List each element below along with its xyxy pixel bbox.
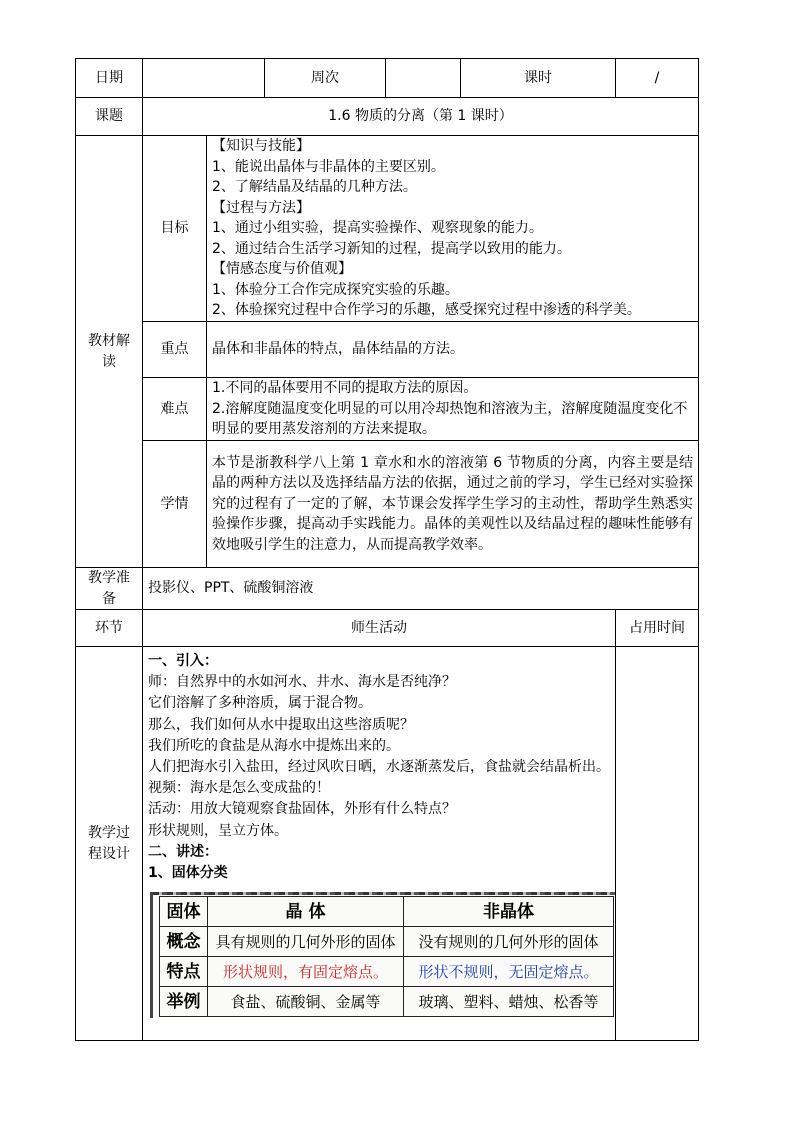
section-heading: 一、引入： (148, 653, 218, 669)
design-line: 它们溶解了多种溶质，属于混合物。 (148, 695, 372, 712)
material-label: 教材解读 (76, 136, 143, 568)
noncrystal-examples: 玻璃、塑料、蜡烛、松香等 (404, 987, 614, 1017)
crystal-concept: 具有规则的几何外形的固体 (208, 927, 404, 957)
design-line: 那么，我们如何从水中提取出这些溶质呢？ (148, 716, 414, 733)
classification-row (160, 957, 614, 987)
situation-row (76, 441, 699, 568)
topic-value: 1.6 物质的分离（第 1 课时） (143, 98, 699, 136)
week-value[interactable] (386, 59, 461, 98)
design-label: 教学过程设计 (76, 647, 143, 1041)
feature-label: 特点 (160, 957, 208, 987)
noncrystal-concept: 没有规则的几何外形的固体 (404, 927, 614, 957)
design-line: 活动：用放大镜观察食盐固体，外形有什么特点？ (148, 801, 456, 818)
crystal-header: 晶 体 (208, 897, 404, 927)
goal-label: 目标 (143, 136, 207, 322)
column-header-row (76, 610, 699, 647)
date-label: 日期 (76, 59, 143, 98)
goal-line: 1、体验分工合作完成探究实验的乐趣。 (212, 281, 459, 298)
noncrystal-feature: 形状不规则，无固定熔点。 (404, 957, 614, 987)
key-point-value: 晶体和非晶体的特点，晶体结晶的方法。 (207, 322, 699, 378)
key-point-row (76, 322, 699, 378)
classification-table (159, 896, 614, 1017)
scan-edge (153, 892, 615, 895)
week-label: 周次 (265, 59, 386, 98)
section-heading: 二、讲述： (148, 843, 218, 860)
time-cell[interactable] (616, 647, 699, 1041)
noncrystal-header: 非晶体 (404, 897, 614, 927)
prep-value: 投影仪、PPT、硫酸铜溶液 (143, 568, 699, 610)
situation-label: 学情 (143, 441, 207, 568)
difficulty-line: 1.不同的晶体要用不同的提取方法的原因。 (212, 380, 478, 397)
prep-label: 教学准备 (76, 568, 143, 610)
crystal-examples: 食盐、硫酸铜、金属等 (208, 987, 404, 1017)
period-value: / (616, 59, 699, 98)
difficulty-row (76, 378, 699, 441)
subsection-heading: 1、固体分类 (148, 865, 228, 882)
lesson-plan-table (75, 58, 699, 1041)
goal-row (76, 136, 699, 322)
goal-line: 2、通过结合生活学习新知的过程，提高学以致用的能力。 (212, 240, 571, 257)
classification-row (160, 987, 614, 1017)
difficulty-content (207, 378, 699, 441)
classification-image (150, 892, 615, 1018)
goal-line: 【情感态度与价值观】 (212, 261, 352, 278)
key-point-label: 重点 (143, 322, 207, 378)
time-header: 占用时间 (616, 610, 699, 647)
design-line: 形状规则，呈立方体。 (148, 822, 288, 839)
situation-value: 本节是浙教科学八上第 1 章水和水的溶液第 6 节物质的分离，内容主要是结晶的两种方法以及选择结晶方法的依据，通过之前的学习，学生已经对实验探究的过程有了一定的了解，本节课会发挥学生学习的主动性，帮助学生熟悉实验操作步骤，提高动手实践能力。晶体的美观性以及结晶过程的趣味性能够有效地吸引学生的注意力，从而提高教学效率。 (207, 441, 699, 568)
goal-content (207, 136, 699, 322)
example-label: 举例 (160, 987, 208, 1017)
design-row (76, 647, 699, 1041)
goal-line: 【知识与技能】 (212, 138, 310, 155)
goal-line: 2、了解结晶及结晶的几种方法。 (212, 179, 417, 196)
activity-header: 师生活动 (143, 610, 616, 647)
difficulty-label: 难点 (143, 378, 207, 441)
goal-line: 2、体验探究过程中合作学习的乐趣，感受探究过程中渗透的科学美。 (212, 302, 641, 319)
design-line: 师：自然界中的水如河水、井水、海水是否纯净？ (148, 674, 456, 691)
goal-line: 1、通过小组实验，提高实验操作、观察现象的能力。 (212, 220, 543, 237)
classification-header-row (160, 897, 614, 927)
classification-row (160, 927, 614, 957)
design-line: 视频：海水是怎么变成盐的！ (148, 780, 330, 797)
concept-label: 概念 (160, 927, 208, 957)
crystal-feature: 形状规则，有固定熔点。 (208, 957, 404, 987)
period-label: 课时 (461, 59, 616, 98)
topic-label: 课题 (76, 98, 143, 136)
solid-header: 固体 (160, 897, 208, 927)
topic-row (76, 98, 699, 136)
design-line: 人们把海水引入盐田，经过风吹日晒，水逐渐蒸发后，食盐就会结晶析出。 (148, 759, 610, 776)
date-value[interactable] (143, 59, 265, 98)
goal-line: 【过程与方法】 (212, 199, 310, 216)
difficulty-line: 2.溶解度随温度变化明显的可以用冷却热饱和溶液为主，溶解度随温度变化不明显的要用蒸发溶剂的方法来提取。 (212, 400, 688, 438)
stage-header: 环节 (76, 610, 143, 647)
design-content (143, 647, 616, 1041)
header-row (76, 59, 699, 98)
prep-row (76, 568, 699, 610)
goal-line: 1、能说出晶体与非晶体的主要区别。 (212, 158, 445, 175)
design-line: 我们所吃的食盐是从海水中提炼出来的。 (148, 737, 400, 754)
